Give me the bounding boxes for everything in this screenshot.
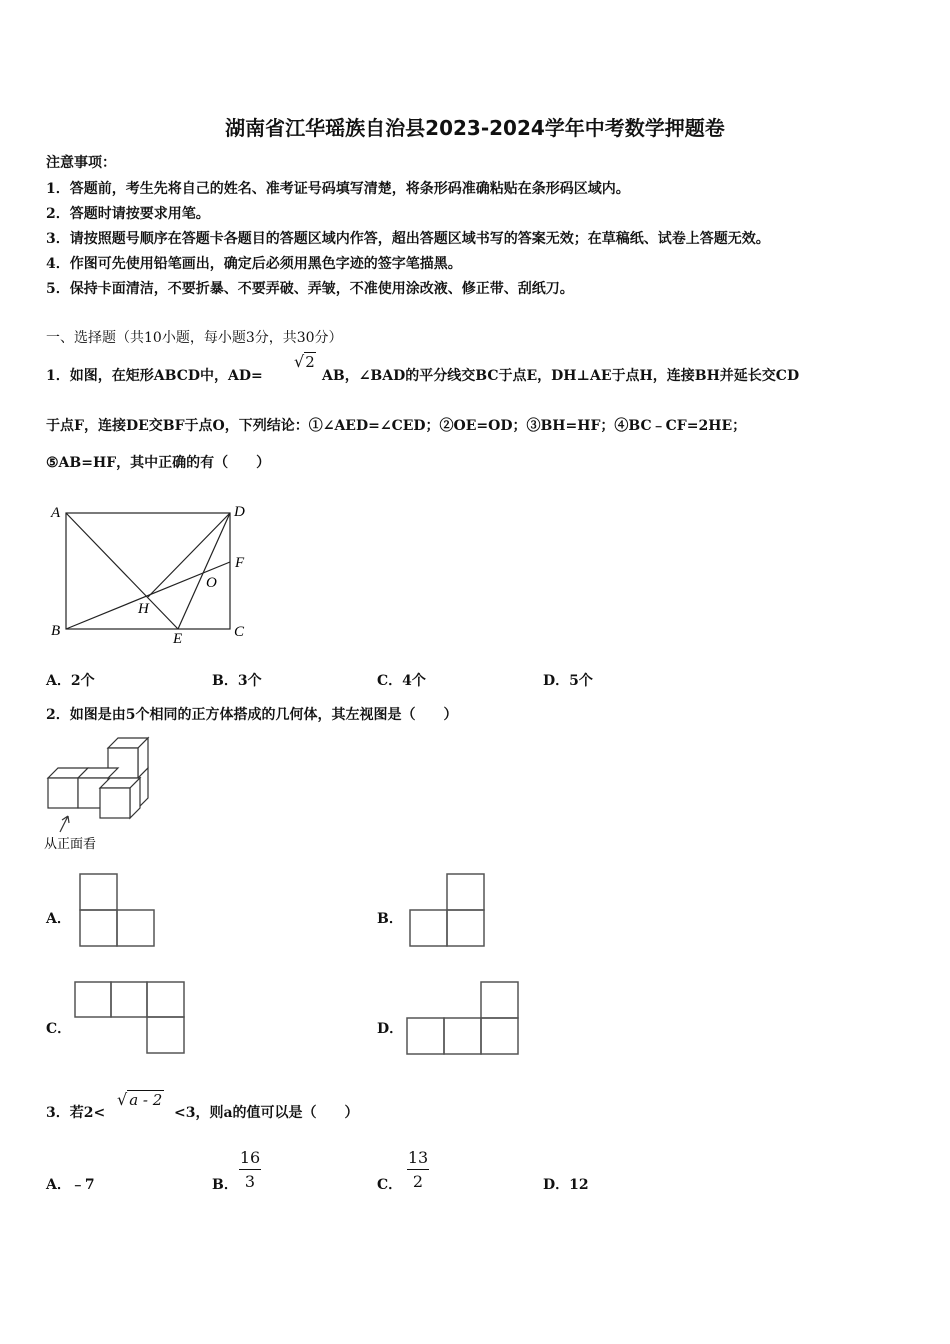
q1-option-b[interactable]: B．3个 <box>212 673 262 689</box>
note-item: 4．作图可先使用铅笔画出，确定后必须用黑色字迹的签字笔描黑。 <box>46 256 462 272</box>
q3-option-b-fraction <box>239 1148 261 1191</box>
q3-option-b-label[interactable]: B． <box>212 1177 238 1193</box>
label-c: C <box>234 624 245 640</box>
q3-option-d[interactable]: D．12 <box>543 1177 589 1193</box>
segment-de <box>178 513 230 629</box>
label-h: H <box>138 601 149 617</box>
q2-option-b-figure[interactable] <box>408 872 488 948</box>
q2-figure-caption: 从正面看 <box>44 837 97 852</box>
label-f: F <box>235 555 245 571</box>
q1-rectangle-figure <box>48 500 258 650</box>
q2-option-a-label[interactable]: A． <box>46 911 71 927</box>
q1-option-d[interactable]: D．5个 <box>543 673 593 689</box>
section-heading: 一、选择题（共10小题，每小题3分，共30分） <box>46 330 343 346</box>
q1-stem-part1: 1．如图，在矩形ABCD中，AD= <box>46 368 263 384</box>
segment-ae <box>66 513 178 629</box>
view-arrow-icon <box>60 816 69 832</box>
label-a: A <box>51 505 61 521</box>
fraction-numerator: 13 <box>407 1148 429 1167</box>
q1-stem-line2: 于点F，连接DE交BF于点O，下列结论：①∠AED=∠CED；②OE=OD；③BH=HF；④BC﹣CF=2HE； <box>46 418 747 434</box>
q2-stem: 2．如图是由5个相同的正方体搭成的几何体，其左视图是（ ） <box>46 707 458 723</box>
segment-bf <box>66 562 230 629</box>
q1-stem-part2: AB，∠BAD的平分线交BC于点E，DH⊥AE于点H，连接BH并延长交CD <box>322 368 800 384</box>
q3-option-a[interactable]: A．﹣7 <box>46 1177 95 1193</box>
q3-sqrt: √ a - 2 <box>117 1090 163 1109</box>
q3-radicand: a - 2 <box>129 1091 163 1109</box>
q3-option-c-fraction <box>407 1148 429 1191</box>
label-e: E <box>173 631 183 647</box>
notes-heading: 注意事项： <box>46 155 116 171</box>
page-title: 湖南省江华瑶族自治县2023-2024学年中考数学押题卷 <box>225 116 725 140</box>
note-item: 2．答题时请按要求用笔。 <box>46 206 210 222</box>
q1-stem-line3: ⑤AB=HF，其中正确的有（ ） <box>46 455 271 471</box>
segment-dh <box>148 513 230 597</box>
q3-option-c-label[interactable]: C． <box>377 1177 403 1193</box>
note-item: 3．请按照题号顺序在答题卡各题目的答题区域内作答，超出答题区域书写的答案无效；在草稿纸、试卷上答题无效。 <box>46 231 770 247</box>
q1-option-a[interactable]: A．2个 <box>46 673 95 689</box>
q2-option-c-label[interactable]: C． <box>46 1021 72 1037</box>
q2-option-c-figure[interactable] <box>73 980 188 1056</box>
q2-option-d-figure[interactable] <box>405 980 521 1056</box>
q3-stem-part2: <3，则a的值可以是（ ） <box>174 1105 359 1121</box>
q2-option-d-label[interactable]: D． <box>377 1021 404 1037</box>
q2-option-b-label[interactable]: B． <box>377 911 403 927</box>
fraction-numerator: 16 <box>239 1148 261 1167</box>
label-o: O <box>206 575 217 591</box>
label-d: D <box>234 504 245 520</box>
label-b: B <box>51 623 61 639</box>
q2-cube-figure <box>44 736 159 854</box>
fraction-denominator: 3 <box>244 1172 256 1191</box>
fraction-denominator: 2 <box>412 1172 424 1191</box>
note-item: 1．答题前，考生先将自己的姓名、准考证号码填写清楚，将条形码准确粘贴在条形码区域内。 <box>46 181 630 197</box>
q2-option-a-figure[interactable] <box>78 872 158 948</box>
q1-option-c[interactable]: C．4个 <box>377 673 426 689</box>
q3-stem-part1: 3．若2< <box>46 1105 106 1121</box>
q1-sqrt: √2 <box>294 352 315 371</box>
note-item: 5．保持卡面清洁，不要折暴、不要弄破、弄皱，不准使用涂改液、修正带、刮纸刀。 <box>46 281 574 297</box>
q1-sqrt-radicand: 2 <box>305 353 315 371</box>
